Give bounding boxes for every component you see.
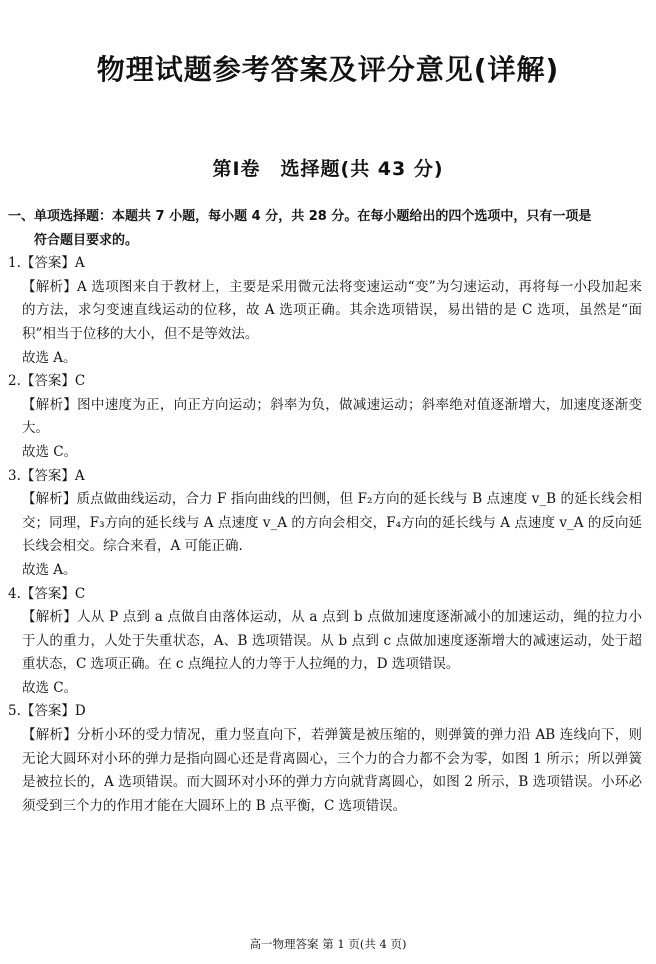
answer-value: A (74, 255, 85, 272)
conclusion-text: 故选 A。 (22, 561, 77, 578)
analysis-label: 【解析】 (22, 491, 77, 508)
question-5 (8, 700, 642, 818)
answer-value: D (74, 703, 86, 720)
question-number: 4. (8, 585, 21, 602)
analysis-label: 【解析】 (22, 396, 78, 413)
answer-value: A (74, 467, 85, 484)
answer-line (8, 583, 642, 607)
answer-line (8, 700, 642, 724)
page-footer: 高一物理答案 第 1 页(共 4 页) (249, 937, 407, 951)
part-intro-line-1: 一、单项选择题：本题共 7 小题，每小题 4 分，共 28 分。在每小题给出的四个选项中，只有一项是 (8, 209, 592, 224)
part-intro (8, 205, 642, 252)
answer-value: C (74, 373, 86, 390)
answer-label: 【答案】 (20, 467, 75, 484)
answer-value: C (74, 585, 86, 602)
conclusion-text: 故选 C。 (22, 679, 78, 696)
question-4 (8, 583, 642, 701)
analysis-text (8, 276, 642, 347)
conclusion-text: 故选 C。 (22, 443, 78, 460)
analysis-body: 图中速度为正，向正方向运动；斜率为负，做减速运动；斜率绝对值逐渐增大，加速度逐渐变大。 (22, 396, 643, 437)
answer-label: 【答案】 (20, 255, 75, 272)
analysis-text (8, 724, 642, 818)
part-intro-line-2: 符合题目要求的。 (34, 232, 139, 248)
conclusion-text: 故选 A。 (22, 349, 77, 366)
analysis-body: 质点做曲线运动，合力 F 指向曲线的凹侧，但 F₂方向的延长线与 B 点速度 v_B 的延长线会相交；同理，F₃方向的延长线与 A 点速度 v_A 的方向会相交，F₄方向的延长线与 A 点速度 v_A 的反向延长线会相交。综合来看，A 可能正确. (22, 491, 643, 555)
section-title: 第Ⅰ卷 选择题(共 43 分) (212, 158, 444, 180)
answer-label: 【答案】 (20, 373, 75, 390)
answer-line (8, 370, 642, 394)
page-title: 物理试题参考答案及评分意见(详解) (96, 53, 560, 86)
question-number: 3. (8, 467, 21, 484)
answer-label: 【答案】 (20, 703, 75, 720)
analysis-label: 【解析】 (22, 278, 78, 295)
answer-label: 【答案】 (20, 585, 75, 602)
analysis-label: 【解析】 (22, 727, 78, 744)
analysis-text (8, 488, 642, 559)
question-number: 1. (8, 255, 21, 272)
answer-content (8, 205, 642, 818)
analysis-body: 人从 P 点到 a 点做自由落体运动，从 a 点到 b 点做加速度逐渐减小的加速运动，绳的拉力小于人的重力，人处于失重状态，A、B 选项错误。从 b 点到 c 点做加速度逐渐增大的减速运动，处于超重状态，C 选项正确。在 c 点绳拉人的力等于人拉绳的力，D 选项错误。 (22, 609, 643, 673)
question-2 (8, 370, 642, 464)
question-3 (8, 465, 642, 583)
analysis-body: 分析小环的受力情况，重力竖直向下，若弹簧是被压缩的，则弹簧的弹力沿 AB 连线向下，则无论大圆环对小环的弹力是指向圆心还是背离圆心，三个力的合力都不会为零，如图 1 所示；所以弹簧是被拉长的，A 选项错误。而大圆环对小环的弹力方向就背离圆心，如图 2 所示，B 选项错误。小环必须受到三个力的作用才能在大圆环上的 B 点平衡，C 选项错误。 (22, 727, 642, 814)
analysis-text (8, 394, 642, 441)
answer-line (8, 465, 642, 489)
question-number: 5. (8, 703, 21, 720)
answer-line (8, 252, 642, 276)
analysis-body: A 选项图来自于教材上，主要是采用微元法将变速运动“变”为匀速运动，再将每一小段加起来的方法，求匀变速直线运动的位移，故 A 选项正确。其余选项错误，易出错的是 C 选项，虽然是“面积”相当于位移的大小，但不是等效法。 (22, 278, 643, 342)
question-number: 2. (8, 373, 21, 390)
analysis-text (8, 606, 642, 677)
question-1 (8, 252, 642, 370)
analysis-label: 【解析】 (22, 609, 78, 626)
